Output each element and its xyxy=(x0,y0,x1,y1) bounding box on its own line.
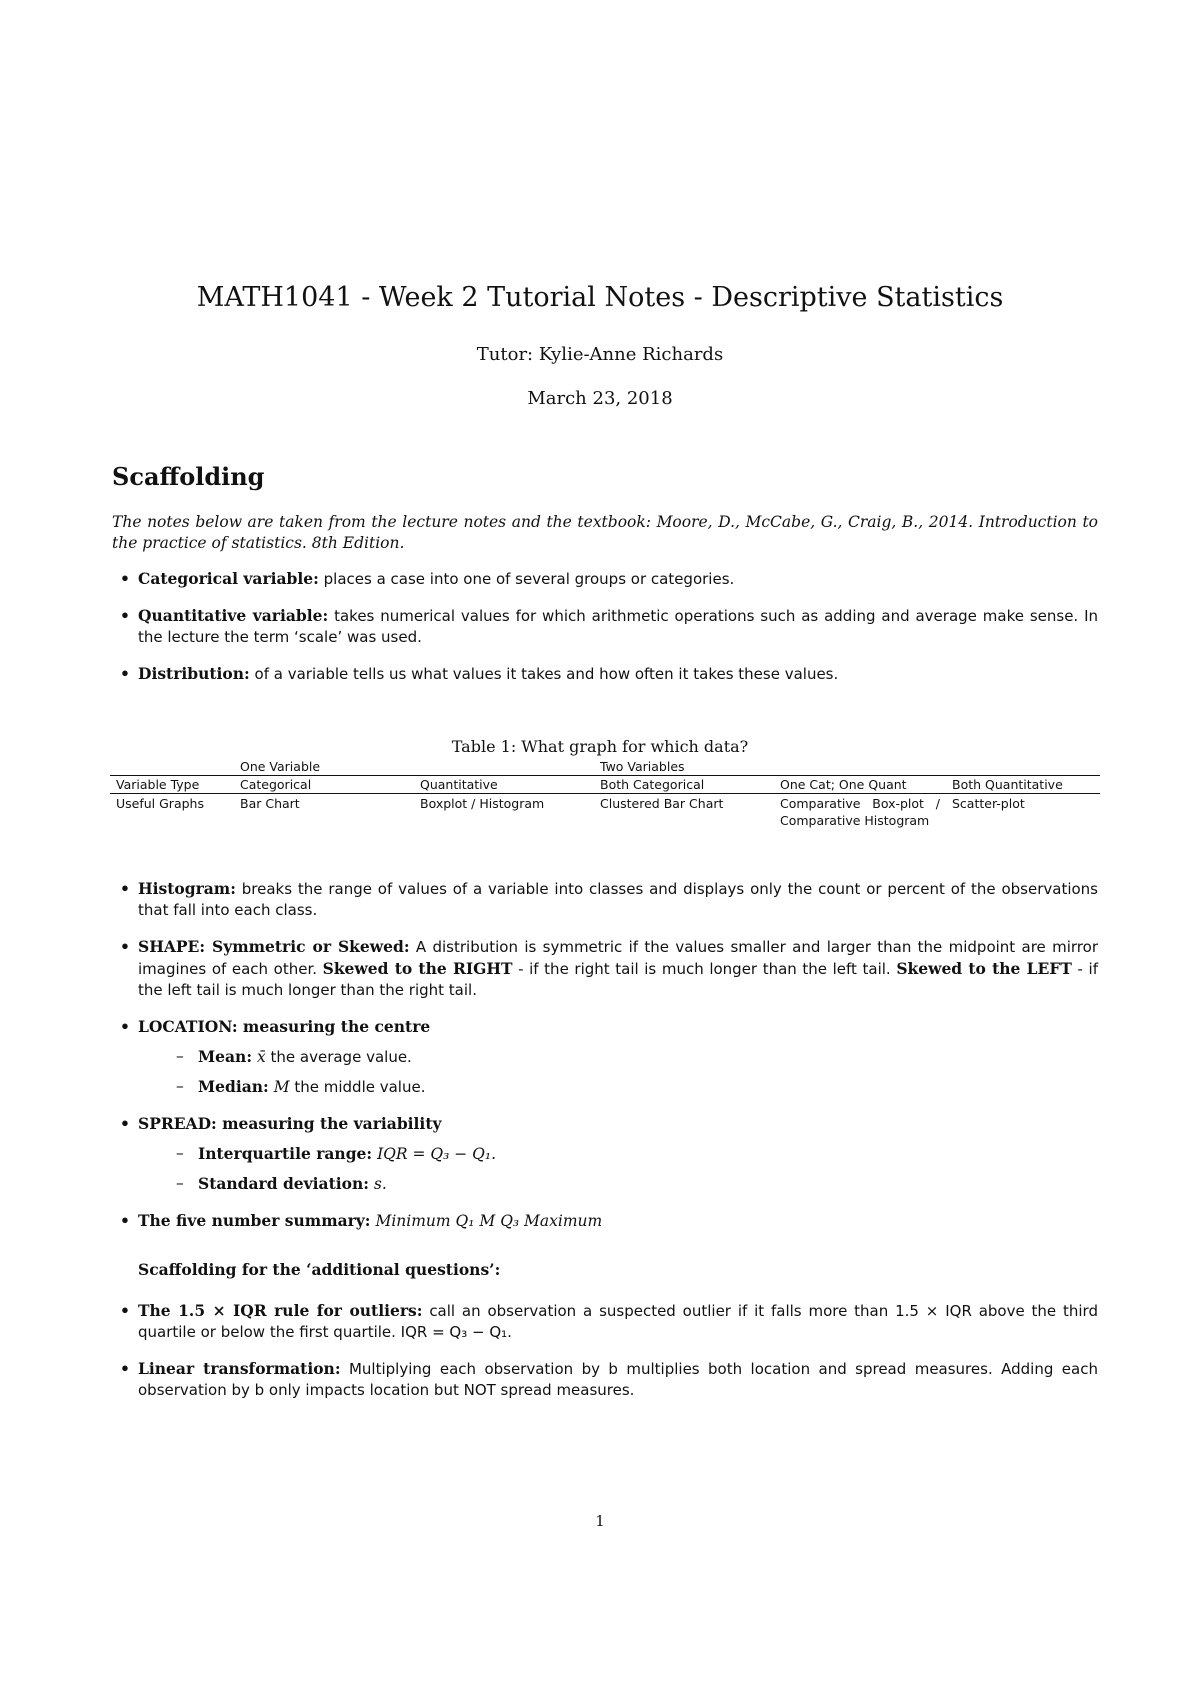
list-item xyxy=(120,1300,1098,1343)
math: Minimum Q₁ M Q₃ Maximum xyxy=(375,1212,603,1230)
bullet-icon: • xyxy=(120,879,130,898)
term: SHAPE: Symmetric or Skewed: xyxy=(138,937,410,956)
definition: Multiplying each observation by b multiplies both location and spread measures. Adding each observation by b only impacts location but NOT spread measures. xyxy=(138,1360,1098,1399)
definition: call an observation a suspected outlier if it falls more than 1.5 × IQR above the third quartile or below the first quartile. IQR = Q₃ − Q₁. xyxy=(138,1302,1098,1341)
sub-list-item: – Mean: x̄ the average value. xyxy=(176,1047,412,1066)
definition-list xyxy=(120,568,1098,700)
definition: the average value. xyxy=(265,1048,412,1066)
term: Skewed to the RIGHT xyxy=(322,959,513,978)
bullet-icon: • xyxy=(120,1301,130,1320)
math: x̄ xyxy=(257,1048,266,1066)
term: Median: xyxy=(198,1077,269,1096)
definition: of a variable tells us what values it takes and how often it takes these values. xyxy=(249,665,839,683)
term: Interquartile range: xyxy=(198,1144,373,1163)
term: Skewed to the LEFT xyxy=(896,959,1072,978)
term: Histogram: xyxy=(138,879,236,898)
math: IQR = Q₃ − Q₁. xyxy=(377,1145,497,1163)
table-cell: Boxplot / Histogram xyxy=(420,796,545,811)
tutor-line: Tutor: Kylie-Anne Richards xyxy=(476,344,724,365)
table-group-row xyxy=(110,758,1100,776)
term: SPREAD: measuring the variability xyxy=(138,1114,442,1133)
table-header: Categorical xyxy=(234,776,414,794)
definition: takes numerical values for which arithmetic operations such as adding and average make sense. In the lecture the term ‘scale’ was used. xyxy=(138,607,1098,646)
bullet-icon: • xyxy=(120,606,130,625)
term: Standard deviation: xyxy=(198,1174,369,1193)
sub-list-item: – Standard deviation: s. xyxy=(176,1174,387,1193)
summary-list xyxy=(120,878,1098,1247)
table-header-row xyxy=(110,776,1100,794)
bullet-icon: • xyxy=(120,569,130,588)
additional-heading: Scaffolding for the ‘additional questions’: xyxy=(138,1260,501,1279)
term: Linear transformation: xyxy=(138,1359,341,1378)
math: s. xyxy=(373,1175,387,1193)
term: The five number summary: xyxy=(138,1211,371,1230)
table-caption: Table 1: What graph for which data? xyxy=(451,737,749,756)
definition: the middle value. xyxy=(289,1078,426,1096)
list-item xyxy=(120,1113,1098,1195)
page-title: MATH1041 - Week 2 Tutorial Notes - Descriptive Statistics xyxy=(196,282,1004,313)
term: Categorical variable: xyxy=(138,569,319,588)
definition: breaks the range of values of a variable into classes and displays only the count or percent of the observations that fall into each class. xyxy=(138,880,1098,919)
table-cell: Comparative Box-plot / Comparative Histogram xyxy=(780,796,940,828)
graph-table xyxy=(110,758,1100,830)
group-two-variables: Two Variables xyxy=(600,759,685,774)
table-cell: Clustered Bar Chart xyxy=(600,796,724,811)
definition: - if the right tail is much longer than the left tail. xyxy=(512,960,897,978)
bullet-icon: • xyxy=(120,937,130,956)
bullet-icon: • xyxy=(120,1114,130,1133)
table-row xyxy=(110,794,1100,831)
section-heading: Scaffolding xyxy=(112,462,265,491)
table-header: One Cat; One Quant xyxy=(774,776,946,794)
sub-list-item: – Interquartile range: IQR = Q₃ − Q₁. xyxy=(176,1144,497,1163)
bullet-icon: • xyxy=(120,1017,130,1036)
list-item xyxy=(120,605,1098,648)
table-header: Variable Type xyxy=(110,776,234,794)
list-item xyxy=(120,1358,1098,1401)
list-item xyxy=(120,878,1098,921)
term: Distribution: xyxy=(138,664,250,683)
list-item xyxy=(120,663,1098,685)
sub-list-item: – Median: M the middle value. xyxy=(176,1077,426,1096)
page-number: 1 xyxy=(595,1512,605,1530)
bullet-icon: • xyxy=(120,664,130,683)
date-line: March 23, 2018 xyxy=(527,388,673,409)
intro-paragraph: The notes below are taken from the lecture notes and the textbook: Moore, D., McCabe, G., Craig, B., 2014. Introduction to the practice of statistics. 8th Edition. xyxy=(112,513,1098,552)
sub-list xyxy=(138,1143,1098,1195)
table-header: Quantitative xyxy=(414,776,594,794)
term: LOCATION: measuring the centre xyxy=(138,1017,431,1036)
term: Quantitative variable: xyxy=(138,606,329,625)
table-header: Both Quantitative xyxy=(946,776,1100,794)
list-item xyxy=(120,1016,1098,1098)
list-item xyxy=(120,1210,1098,1232)
definition: - if the left tail is much longer than the right tail. xyxy=(138,960,1098,999)
definition: places a case into one of several groups or categories. xyxy=(318,570,735,588)
list-item xyxy=(120,936,1098,1001)
group-one-variable: One Variable xyxy=(240,759,321,774)
table-cell: Bar Chart xyxy=(240,796,300,811)
table-cell: Useful Graphs xyxy=(116,796,204,811)
definition: A distribution is symmetric if the values smaller and larger than the midpoint are mirror imagines of each other. xyxy=(138,938,1098,978)
term: The 1.5 × IQR rule for outliers: xyxy=(138,1301,423,1320)
table-header: Both Categorical xyxy=(594,776,774,794)
term: Mean: xyxy=(198,1047,253,1066)
bullet-icon: • xyxy=(120,1359,130,1378)
table-cell: Scatter-plot xyxy=(952,796,1025,811)
additional-list xyxy=(120,1300,1098,1416)
sub-list xyxy=(138,1046,1098,1098)
math: M xyxy=(273,1078,290,1096)
list-item xyxy=(120,568,1098,590)
bullet-icon: • xyxy=(120,1211,130,1230)
